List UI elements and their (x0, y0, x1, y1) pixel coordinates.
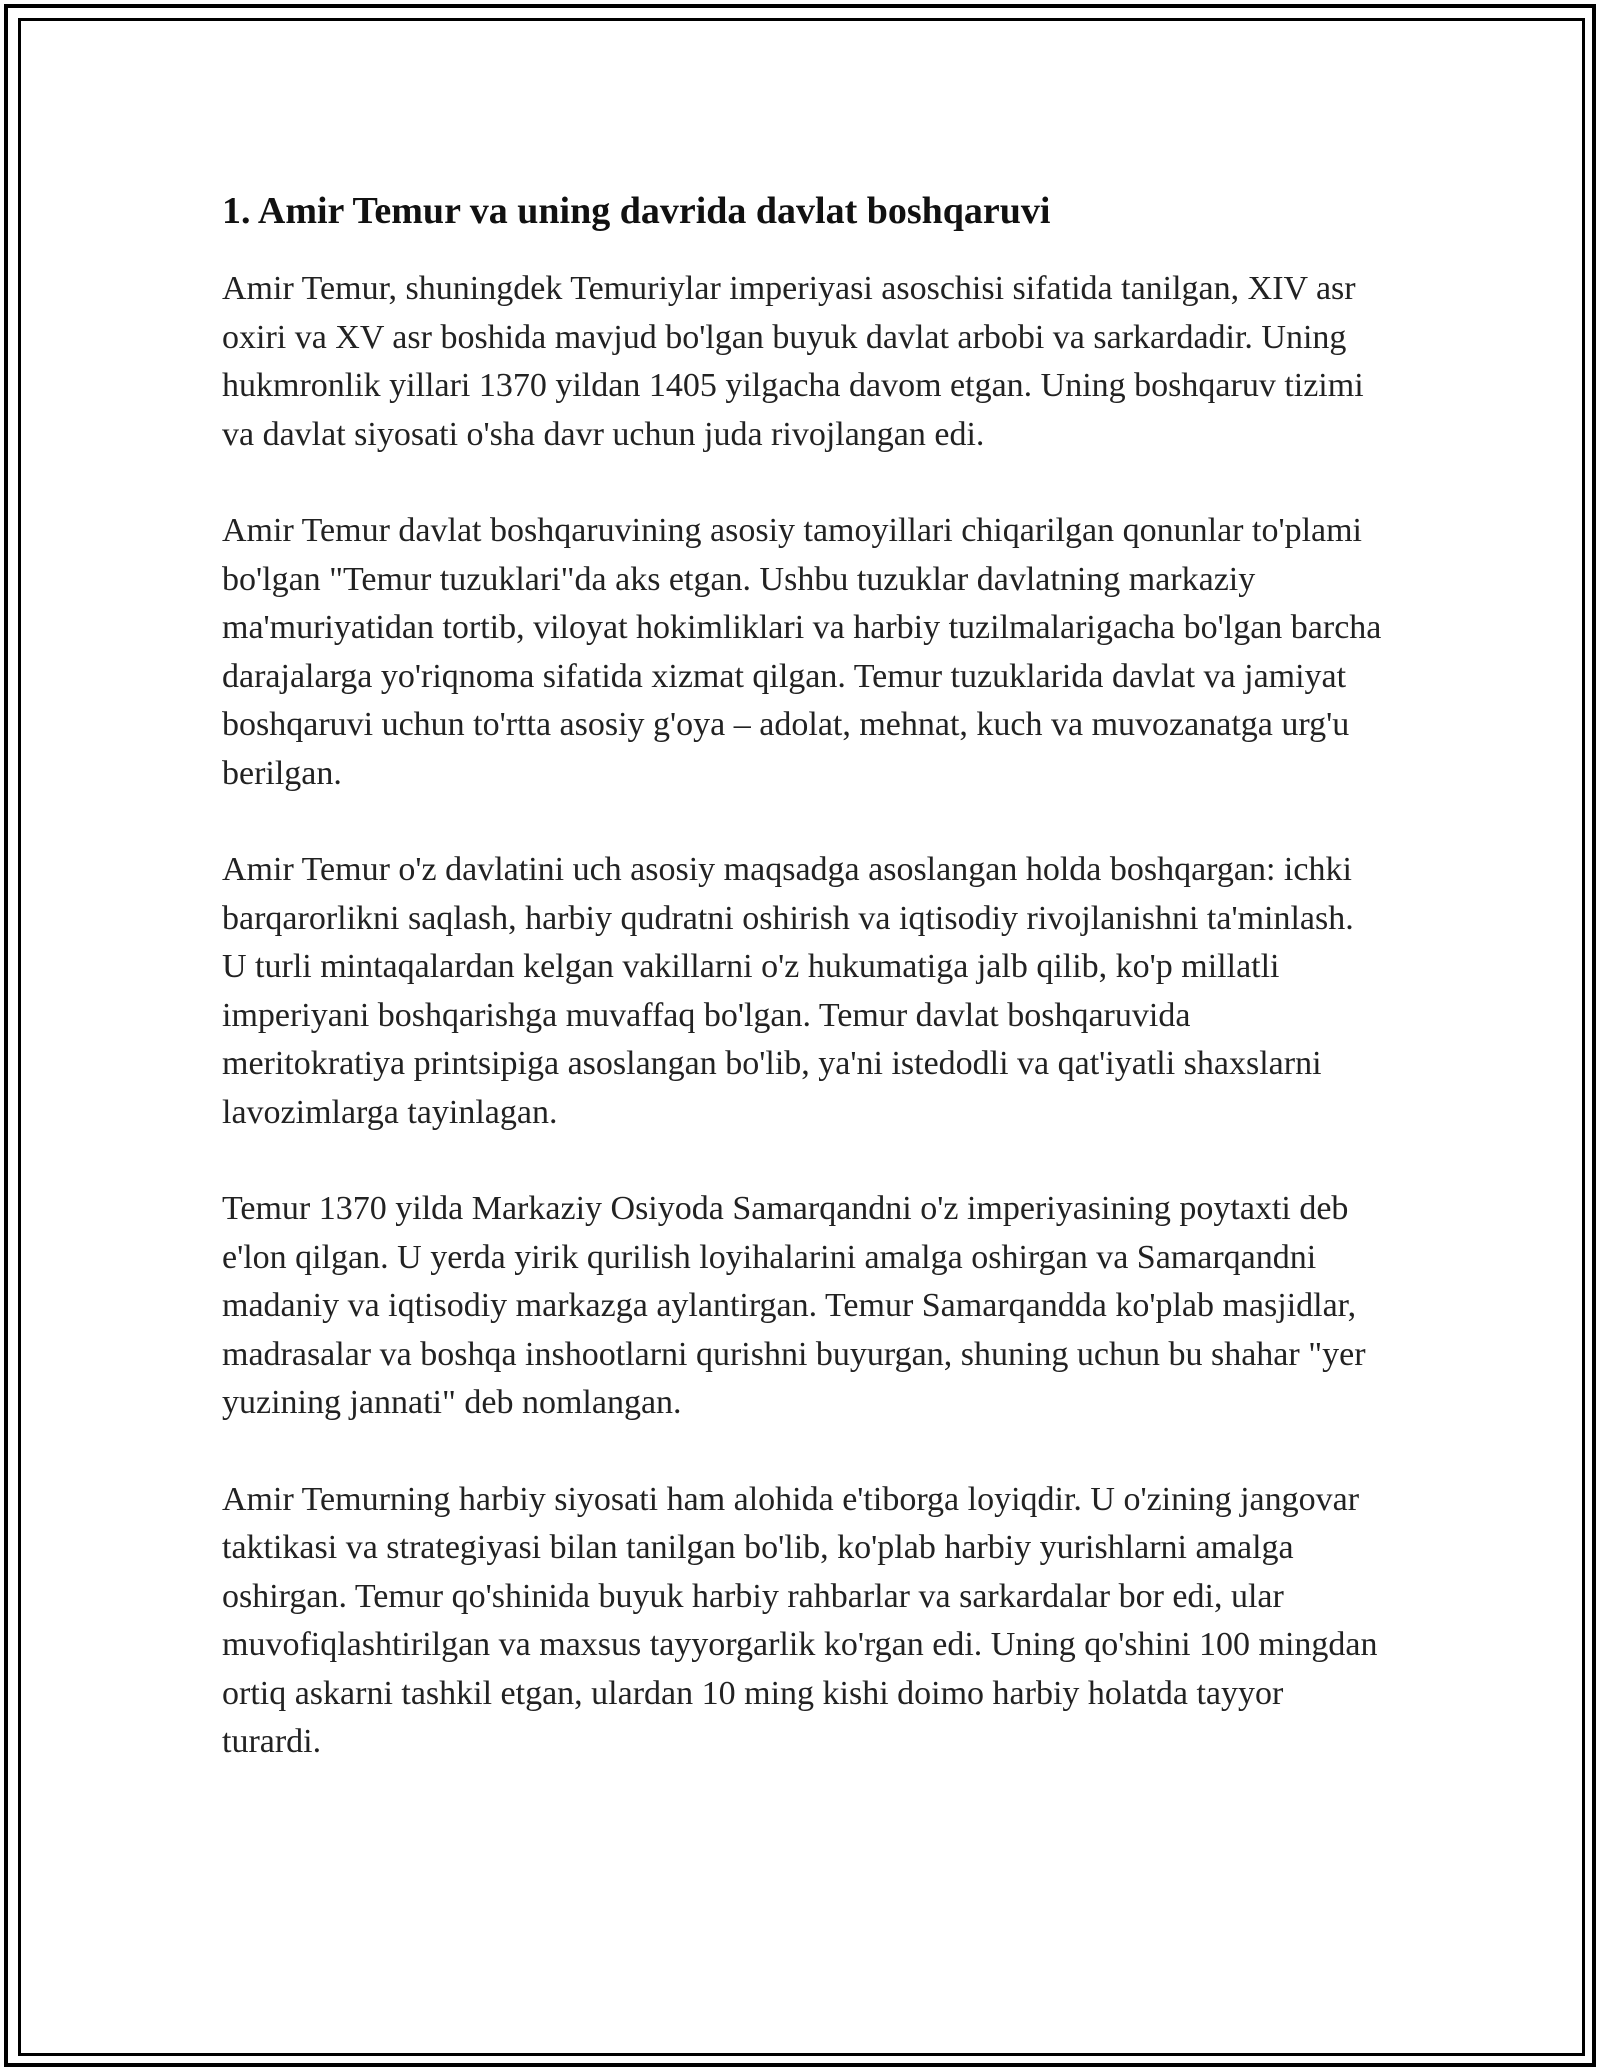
paragraph-1: Amir Temur, shuningdek Temuriylar imperiyasi asoschisi sifatida tanilgan, XIV asr oxiri va XV asr boshida mavjud bo'lgan buyuk davlat arbobi va sarkardadir. Uning hukmronlik yillari 1370 yildan 1405 yilgacha davom etgan. Uning boshqaruv tizimi va davlat siyosati o'sha davr uchun juda rivojlangan edi. (222, 270, 1364, 453)
paragraph-5: Amir Temurning harbiy siyosati ham alohida e'tiborga loyiqdir. U o'zining jangovar taktikasi va strategiyasi bilan tanilgan bo'lib, ko'plab harbiy yurishlarni amalga oshirgan. Temur qo'shinida buyuk harbiy rahbarlar va sarkardalar bor edi, ular muvofiqlashtirilgan va maxsus tayyorgarlik ko'rgan edi. Uning qo'shini 100 mingdan ortiq askarni tashkil etgan, ulardan 10 ming kishi doimo harbiy holatda tayyor turardi. (222, 1480, 1378, 1760)
paragraph-3: Amir Temur o'z davlatini uch asosiy maqsadga asoslangan holda boshqargan: ichki barqarorlikni saqlash, harbiy qudratni oshirish va iqtisodiy rivojlanishni ta'minlash. U turli mintaqalardan kelgan vakillarni o'z hukumatiga jalb qilib, ko'p millatli imperiyani boshqarishga muvaffaq bo'lgan. Temur davlat boshqaruvida meritokratiya printsipiga asoslangan bo'lib, ya'ni istedodli va qat'iyatli shaxslarni lavozimlarga tayinlagan. (222, 851, 1354, 1131)
section-heading: 1. Amir Temur va uning davrida davlat boshqaruvi (222, 190, 1051, 232)
paragraph-4: Temur 1370 yilda Markaziy Osiyoda Samarqandni o'z imperiyasining poytaxti deb e'lon qilgan. U yerda yirik qurilish loyihalarini amalga oshirgan va Samarqandni madaniy va iqtisodiy markazga aylantirgan. Temur Samarqandda ko'plab masjidlar, madrasalar va boshqa inshootlarni qurishni buyurgan, shuning uchun bu shahar "yer yuzining jannati" deb nomlangan. (222, 1190, 1366, 1421)
document-body (222, 185, 1382, 1815)
paragraph-2: Amir Temur davlat boshqaruvining asosiy tamoyillari chiqarilgan qonunlar to'plami bo'lgan "Temur tuzuklari"da aks etgan. Ushbu tuzuklar davlatning markaziy ma'muriyatidan tortib, viloyat hokimliklari va harbiy tuzilmalarigacha bo'lgan barcha darajalarga yo'riqnoma sifatida xizmat qilgan. Temur tuzuklarida davlat va jamiyat boshqaruvi uchun to'rtta asosiy g'oya – adolat, mehnat, kuch va muvozanatga urg'u berilgan. (222, 512, 1382, 792)
